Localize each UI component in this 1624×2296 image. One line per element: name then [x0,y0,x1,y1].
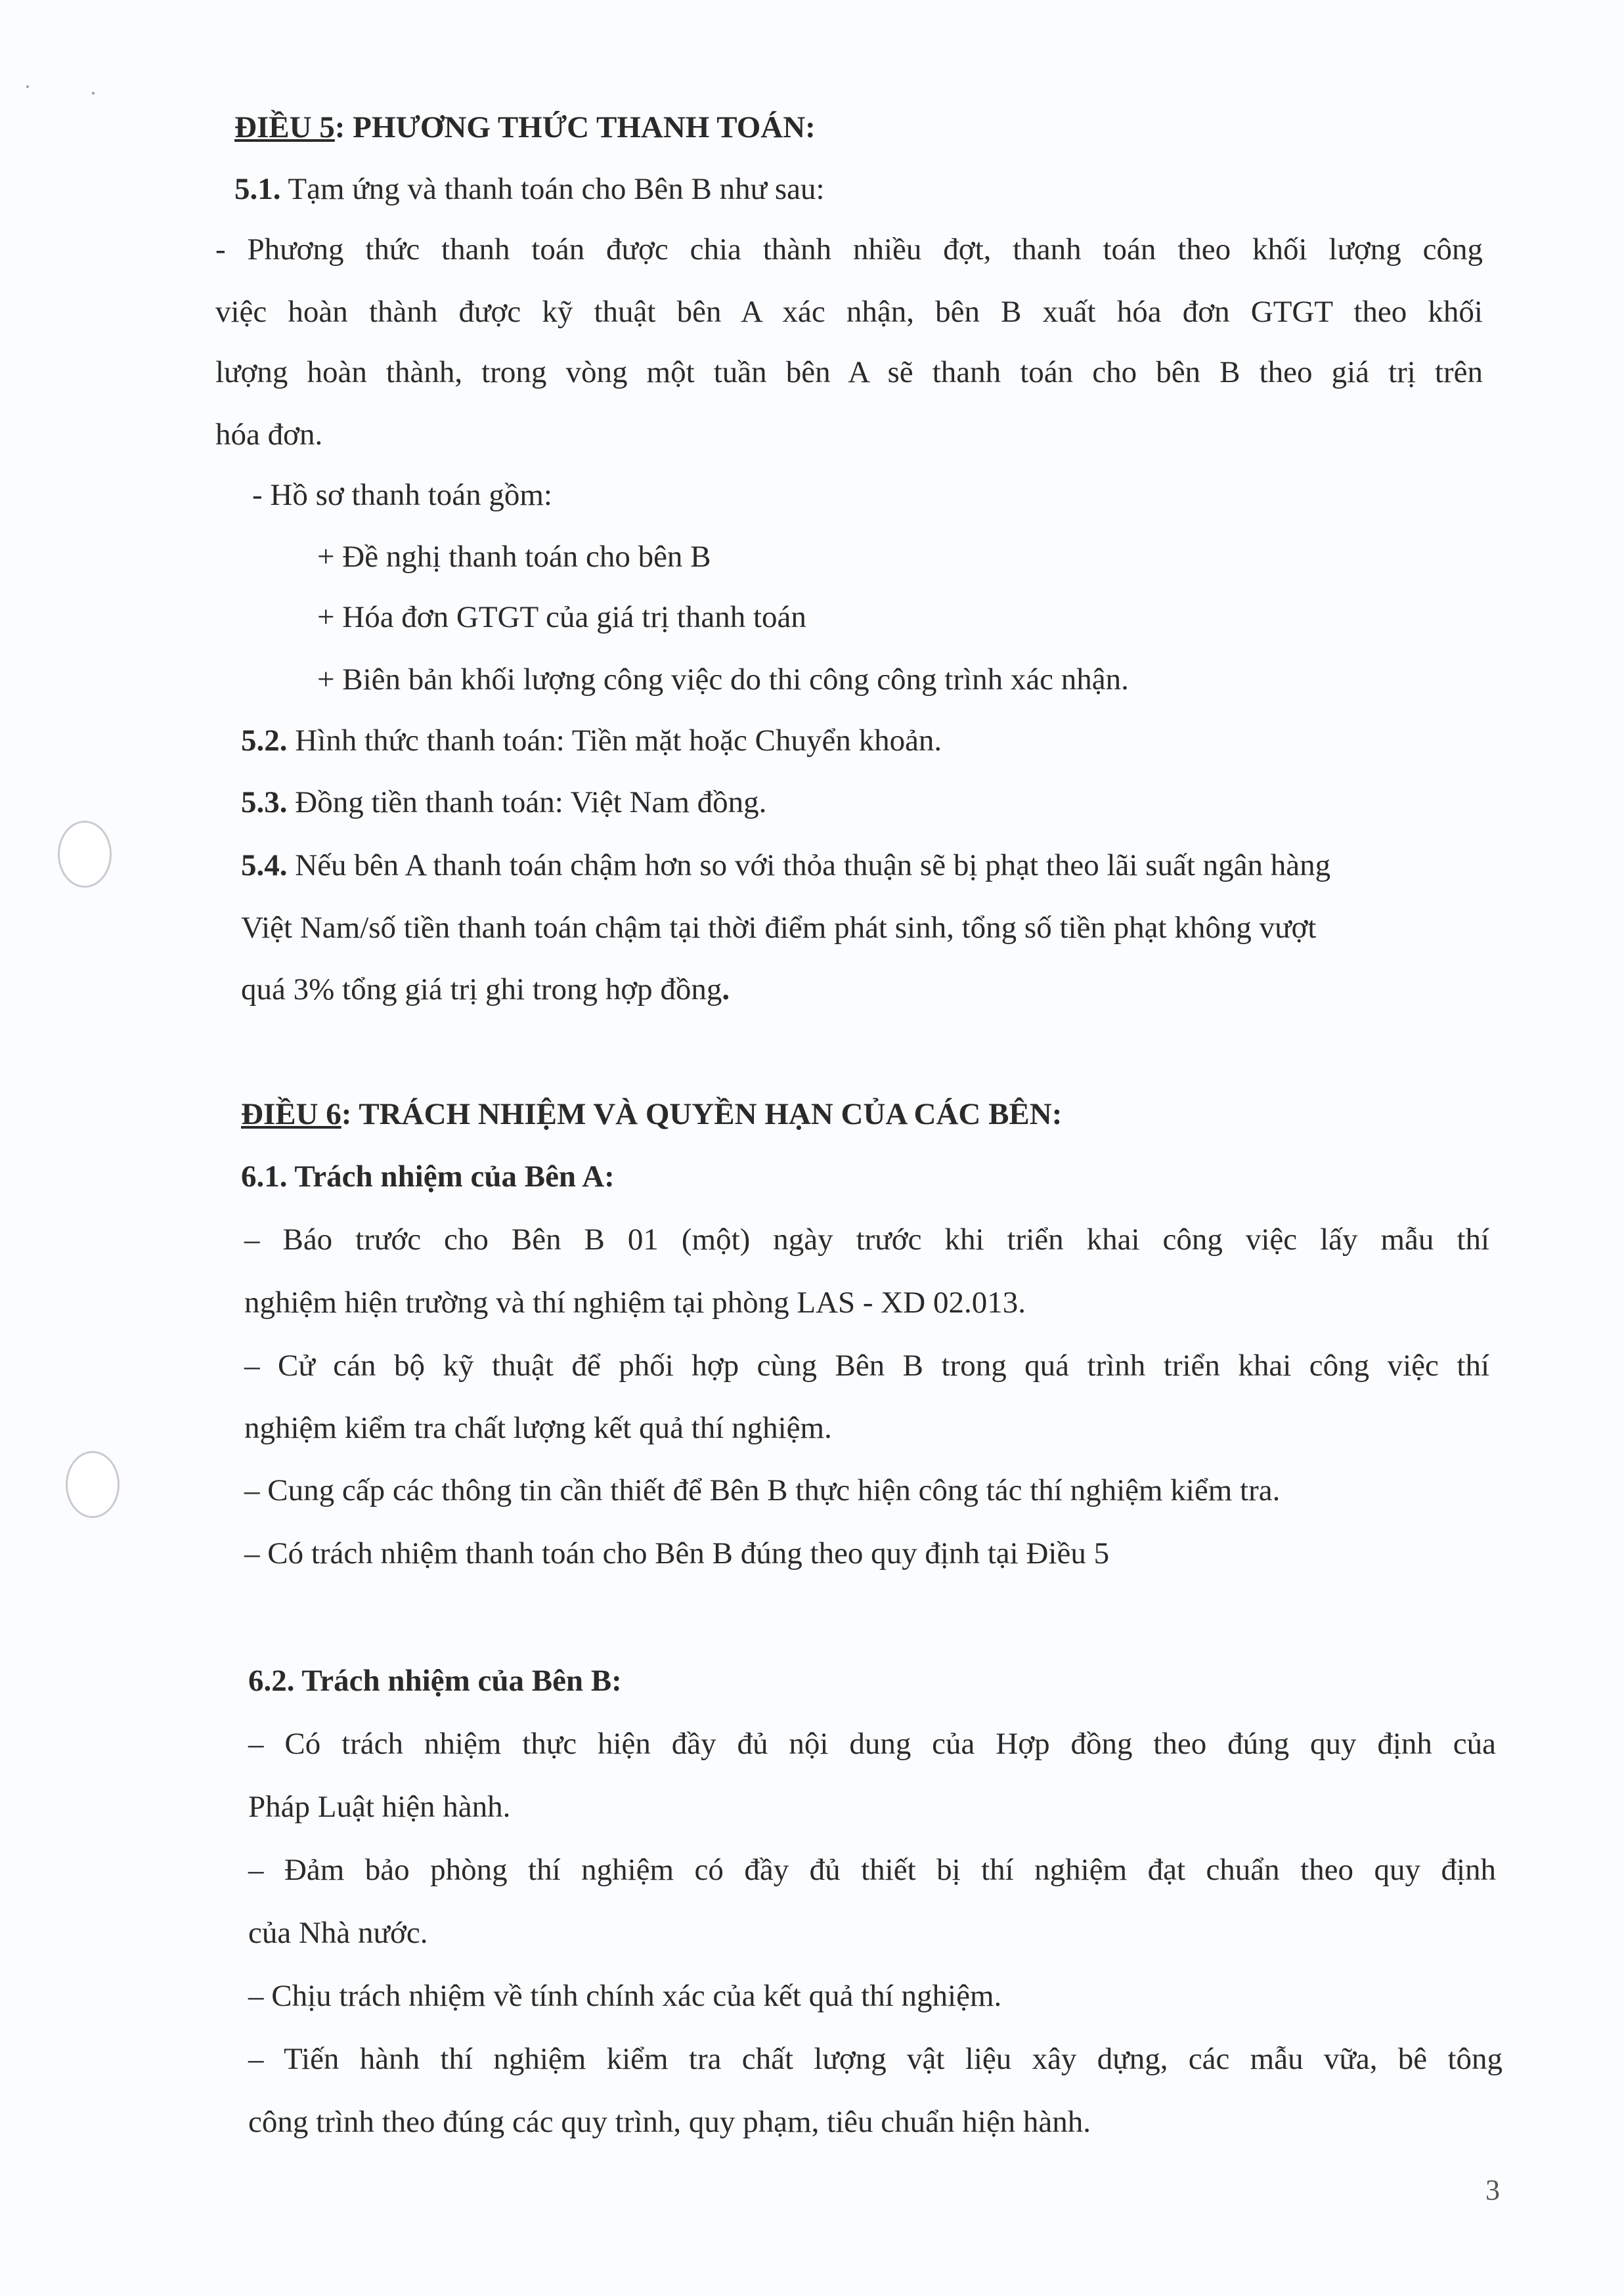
article-5-title [234,108,816,147]
punch-hole-top [58,821,112,888]
list-item-line: công trình theo đúng các quy trình, quy phạm, tiêu chuẩn hiện hành. [248,2105,1091,2139]
section-5-3 [241,783,766,822]
list-item-line: – Chịu trách nhiệm về tính chính xác của kết quả thí nghiệm. [248,1979,1002,2013]
section-6-2-title: 6.2. Trách nhiệm của Bên B: [248,1664,622,1698]
section-5-4-line3 [241,970,730,1009]
para-line: lượng hoàn thành, trong vòng một tuần bên A sẽ thanh toán cho bên B theo giá trị trên [215,355,1483,389]
section-text: Đồng tiền thanh toán: Việt Nam đồng. [295,785,767,819]
docs-item: + Đề nghị thanh toán cho bên B [317,540,711,574]
section-5-2 [241,721,942,760]
docs-item: + Biên bản khối lượng công việc do thi công công trình xác nhận. [317,662,1129,697]
list-item-line: nghiệm hiện trường và thí nghiệm tại phòng LAS - XD 02.013. [244,1286,1026,1320]
section-5-4 [241,846,1330,885]
article-6-label: ĐIỀU 6 [241,1097,341,1131]
section-6-1-title: 6.1. Trách nhiệm của Bên A: [241,1159,615,1194]
section-text: quá 3% tổng giá trị ghi trong hợp đồng [241,972,722,1007]
section-5-1 [234,169,825,209]
scan-speck [26,85,29,88]
section-text: Nếu bên A thanh toán chậm hơn so với thỏa thuận sẽ bị phạt theo lãi suất ngân hàng [295,848,1331,882]
section-label: 5.4. [241,848,288,882]
section-label: 5.2. [241,724,288,758]
article-6-title-text: : TRÁCH NHIỆM VÀ QUYỀN HẠN CỦA CÁC BÊN: [341,1097,1063,1131]
list-item-line: của Nhà nước. [248,1916,428,1950]
section-label: 5.3. [241,785,288,819]
list-item-line: – Có trách nhiệm thực hiện đầy đủ nội dung của Hợp đồng theo đúng quy định của [248,1727,1496,1761]
docs-item: + Hóa đơn GTGT của giá trị thanh toán [317,600,806,634]
list-item-line: nghiệm kiểm tra chất lượng kết quả thí nghiệm. [244,1411,832,1445]
section-text-end: . [722,972,730,1007]
para-line: việc hoàn thành được kỹ thuật bên A xác nhận, bên B xuất hóa đơn GTGT theo khối [215,295,1483,329]
docs-intro: - Hồ sơ thanh toán gồm: [252,478,552,512]
list-item-line: – Cử cán bộ kỹ thuật để phối hợp cùng Bên B trong quá trình triển khai công việc thí [244,1349,1489,1383]
article-5-title-text: : PHƯƠNG THỨC THANH TOÁN: [334,110,816,144]
section-label: 5.1. [234,172,281,206]
list-item-line: – Có trách nhiệm thanh toán cho Bên B đúng theo quy định tại Điều 5 [244,1536,1110,1570]
section-text: Tạm ứng và thanh toán cho Bên B như sau: [288,172,825,206]
section-text: Hình thức thanh toán: Tiền mặt hoặc Chuyển khoản. [295,724,942,758]
article-5-label: ĐIỀU 5 [234,110,335,144]
list-item-line: Pháp Luật hiện hành. [248,1790,511,1824]
para-line: - Phương thức thanh toán được chia thành nhiều đợt, thanh toán theo khối lượng công [215,232,1483,267]
list-item-line: – Báo trước cho Bên B 01 (một) ngày trước khi triển khai công việc lấy mẫu thí [244,1223,1489,1257]
punch-hole-bottom [66,1451,120,1518]
page-number: 3 [1485,2174,1500,2206]
para-line: hóa đơn. [215,418,323,452]
scan-speck [92,92,95,95]
section-5-4-line2: Việt Nam/số tiền thanh toán chậm tại thời điểm phát sinh, tổng số tiền phạt không vượt [241,911,1317,945]
list-item-line: – Tiến hành thí nghiệm kiểm tra chất lượng vật liệu xây dựng, các mẫu vữa, bê tông [248,2042,1503,2076]
list-item-line: – Cung cấp các thông tin cần thiết để Bên B thực hiện công tác thí nghiệm kiểm tra. [244,1473,1281,1507]
article-6-title [241,1094,1062,1134]
list-item-line: – Đảm bảo phòng thí nghiệm có đầy đủ thiết bị thí nghiệm đạt chuẩn theo quy định [248,1853,1496,1887]
